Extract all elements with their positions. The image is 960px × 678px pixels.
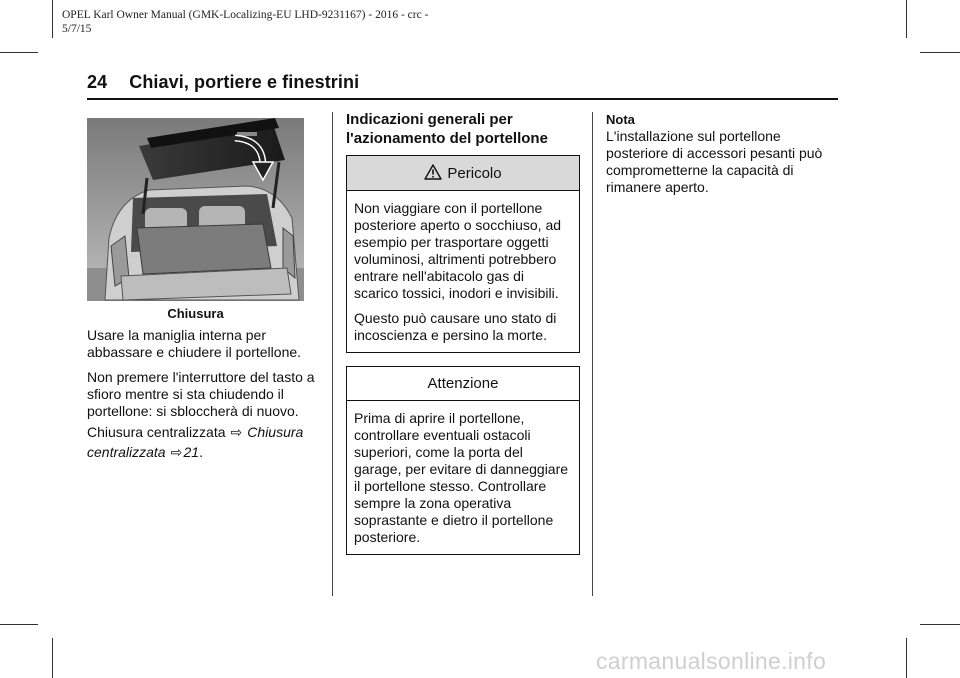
site-watermark: carmanualsonline.info — [596, 648, 827, 674]
crop-mark — [0, 52, 38, 53]
crop-mark — [52, 638, 53, 678]
manual-title-line: OPEL Karl Owner Manual (GMK-Localizing-EU LHD-9231167) - 2016 - crc - — [62, 9, 429, 21]
date-line: 5/7/15 — [62, 23, 92, 35]
crop-mark — [52, 0, 53, 38]
danger-header — [347, 156, 579, 191]
paragraph: Non premere l'interruttore del tasto a sfioro mentre si sta chiudendo il portellone: si sbloccherà di nuovo. — [87, 369, 315, 419]
car-tailgate-illustration — [87, 118, 304, 301]
page-heading — [87, 72, 359, 93]
danger-text: Questo può causare uno stato di incoscienza e persino la morte. — [354, 310, 557, 343]
caution-label: Attenzione — [427, 375, 499, 392]
page-reference-arrow-icon: ⇨ — [230, 424, 243, 440]
cross-reference — [87, 422, 327, 462]
crop-mark — [0, 624, 38, 625]
xref-target-link[interactable]: Chiusura centralizzata — [87, 424, 304, 460]
caution-box — [346, 366, 580, 555]
running-header — [62, 8, 522, 36]
page-reference-arrow-icon: ⇨ — [170, 444, 183, 460]
page-number: 24 — [87, 72, 108, 92]
caution-text: Prima di aprire il portellone, controllare eventuali ostacoli superiori, come la porta del garage, per evitare di danneggiare il portellone stesso. Controllare sempre la zona operativa soprastante e dietro il portellone posteriore. — [354, 410, 569, 545]
danger-box — [346, 155, 580, 353]
heading-rule — [87, 98, 838, 100]
crop-mark — [920, 624, 960, 625]
xref-page-link[interactable]: 21 — [183, 444, 200, 460]
warning-triangle-icon — [424, 164, 442, 180]
chapter-title: Chiavi, portiere e finestrini — [129, 72, 360, 92]
crop-mark — [906, 0, 907, 38]
crop-mark — [906, 638, 907, 678]
paragraph: Usare la maniglia interna per abbassare e chiudere il portellone. — [87, 327, 302, 360]
crop-mark — [920, 52, 960, 53]
caution-header — [347, 367, 579, 401]
danger-body — [347, 191, 579, 352]
column-divider — [592, 112, 593, 596]
figure-caption: Chiusura — [167, 306, 224, 321]
tailgate-closing-figure — [87, 118, 304, 301]
caution-body — [347, 401, 579, 554]
danger-text: Non viaggiare con il portellone posteriore aperto o socchiuso, ad esempio per trasportare oggetti voluminosi, altrimenti potrebbero entrare nell'abitacolo gas di scarico tossici, inodori e invisibili. — [354, 200, 562, 301]
note-label: Nota — [606, 112, 635, 127]
column-divider — [332, 112, 333, 596]
xref-suffix: . — [199, 444, 203, 460]
section-title: Indicazioni generali per l'azionamento del portellone — [346, 111, 548, 147]
xref-prefix: Chiusura centralizzata — [87, 424, 226, 440]
note-text: L'installazione sul portellone posteriore di accessori pesanti può comprometterne la capacità di rimanere aperto. — [606, 128, 823, 195]
danger-label: Pericolo — [447, 165, 502, 182]
